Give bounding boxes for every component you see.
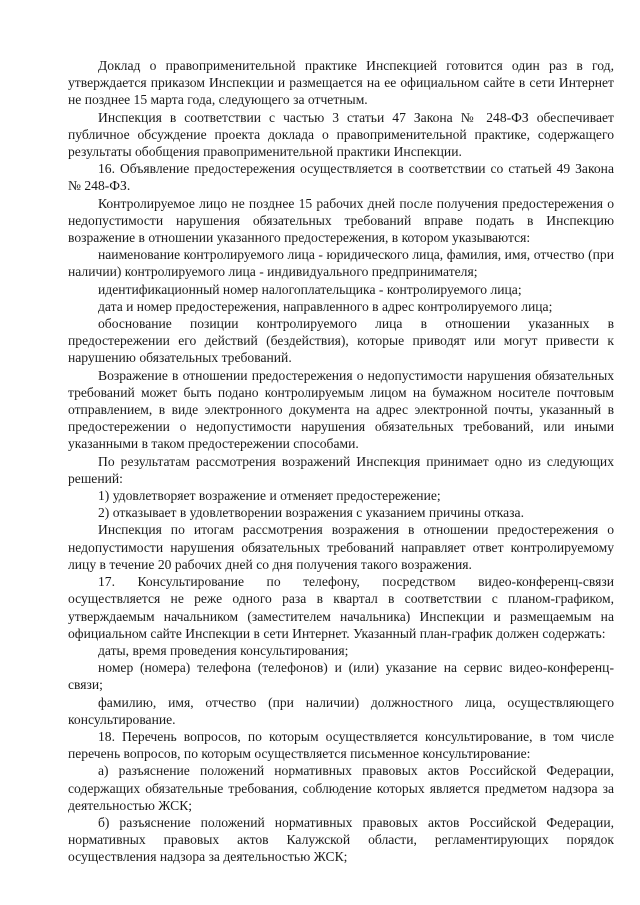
paragraph-16-warning: 16. Объявление предостережения осуществляется в соответствии со статьей 49 Закона № 248-ФЗ. xyxy=(68,161,614,194)
paragraph-decisions-intro: По результатам рассмотрения возражений Инспекция принимает одно из следующих решений: xyxy=(68,453,614,486)
list-item-date-number: дата и номер предостережения, направленного в адрес контролируемого лица; xyxy=(98,298,553,314)
list-item-justification: обоснование позиции контролируемого лица в отношении указанных в предостережении его действий (бездействия), которые приводят или могут привести к нарушению обязательных требований. xyxy=(68,316,614,366)
paragraph-objection-submission: Возражение в отношении предостережения о недопустимости нарушения обязательных требований может быть подано контролируемым лицом на бумажном носителе почтовым отправлением, в виде электронного документа на адрес электронной почты, указанный в предостережении о недопустимости нарушения обязательных требований, или иными указанными в таком предостережении способами. xyxy=(68,367,614,452)
list-item-inn: идентификационный номер налогоплательщика - контролируемого лица; xyxy=(98,281,522,297)
paragraph-response: Инспекция по итогам рассмотрения возражения в отношении предостережения о недопустимости нарушения обязательных требований направляет ответ контролируемому лицу в течение 20 рабочих дней со дня получения такого возражения. xyxy=(68,522,614,572)
list-item-decision-1: 1) удовлетворяет возражение и отменяет предостережение; xyxy=(98,488,441,504)
list-item-name: наименование контролируемого лица - юридического лица, фамилия, имя, отчество (при наличии) контролируемого лица - индивидуального предпринимателя; xyxy=(68,247,614,280)
list-item-official: фамилию, имя, отчество (при наличии) должностного лица, осуществляющего консультирование. xyxy=(68,694,614,727)
list-item-question-a: а) разъяснение положений нормативных правовых актов Российской Федерации, содержащих обязательные требования, соблюдение которых является предметом надзора за деятельностью ЖСК; xyxy=(68,763,614,813)
list-item-question-b: б) разъяснение положений нормативных правовых актов Российской Федерации, нормативных правовых актов Калужской области, регламентирующих порядок осуществления надзора за деятельностью ЖСК; xyxy=(68,814,614,865)
paragraph-report-schedule: Доклад о правоприменительной практике Инспекцией готовится один раз в год, утверждается приказом Инспекции и размещается на ее официальном сайте в сети Интернет не позднее 15 марта года, следующего за отчетным. xyxy=(68,58,614,108)
document-body xyxy=(68,57,614,866)
paragraph-18-questions: 18. Перечень вопросов, по которым осуществляется консультирование, в том числе перечень вопросов, по которым осуществляется письменное консультирование: xyxy=(68,728,614,762)
paragraph-public-discussion: Инспекция в соответствии с частью 3 статьи 47 Закона № 248-ФЗ обеспечивает публичное обсуждение проекта доклада о правоприменительной практике, содержащего результаты обобщения правоприменительной практики Инспекции. xyxy=(68,109,614,160)
list-item-decision-2: 2) отказывает в удовлетворении возражения с указанием причины отказа. xyxy=(98,505,524,521)
list-item-dates: даты, время проведения консультирования; xyxy=(98,642,349,658)
paragraph-objection-right: Контролируемое лицо не позднее 15 рабочих дней после получения предостережения о недопустимости нарушения обязательных требований вправе подать в Инспекцию возражение в отношении указанного предостережения, в котором указываются: xyxy=(68,195,614,246)
list-item-phone: номер (номера) телефона (телефонов) и (или) указание на сервис видео-конференц-связи; xyxy=(68,660,614,693)
paragraph-17-consulting: 17. Консультирование по телефону, посредством видео-конференц-связи осуществляется не реже одного раза в квартал в соответствии с планом-графиком, утверждаемым начальником (заместителем начальника) Инспекции и размещаемым на официальном сайте Инспекции в сети Интернет. Указанный план-график должен содержать: xyxy=(68,574,614,641)
